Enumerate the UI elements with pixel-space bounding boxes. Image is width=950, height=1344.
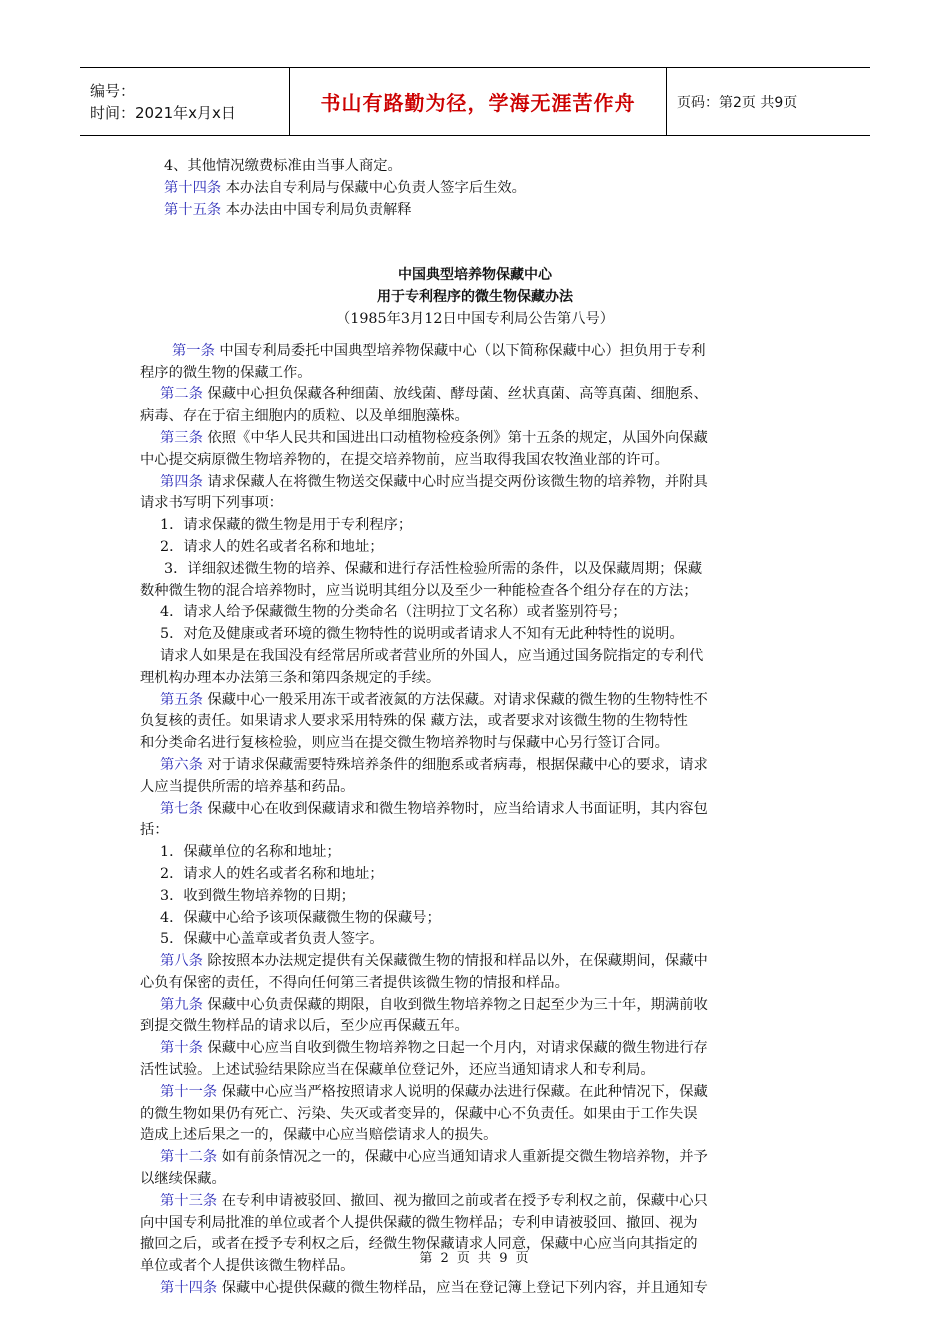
line-text: 本办法自专利局与保藏中心负责人签字后生效。	[221, 179, 526, 196]
text-line	[140, 820, 810, 842]
line-text: 和分类命名进行复核检验，则应当在提交微生物培养物时与保藏中心另行签订合同。	[140, 735, 669, 752]
line-text: 保藏中心负责保藏的期限，自收到微生物培养物之日起至少为三十年，期满前收	[202, 996, 708, 1013]
article-number: 第四条	[160, 473, 203, 490]
line-text: 程序的微生物的保藏工作。	[140, 364, 312, 381]
text-line	[140, 951, 810, 973]
line-text: 保藏中心应当严格按照请求人说明的保藏办法进行保藏。在此种情况下，保藏	[217, 1083, 708, 1100]
text-line	[140, 363, 810, 385]
article-number: 第三条	[160, 429, 203, 446]
line-text: 病毒、存在于宿主细胞内的质粒、以及单细胞藻株。	[140, 408, 469, 425]
line-text: 负复核的责任。如果请求人要求采用特殊的保 藏方法，或者要求对该微生物的生物特性	[140, 713, 688, 730]
text-line	[140, 1169, 810, 1191]
serial-label: 编号：	[90, 81, 136, 100]
line-text: 对于请求保藏需要特殊培养条件的细胞系或者病毒，根据保藏中心的要求，请求	[202, 756, 708, 773]
line-text: 请求书写明下列事项：	[140, 495, 283, 512]
text-line	[140, 581, 810, 603]
article-number: 第十四条	[160, 1280, 218, 1297]
text-line	[140, 777, 810, 799]
text-line	[140, 1082, 810, 1104]
text-line	[140, 668, 810, 690]
line-text: 4．请求人给予保藏微生物的分类命名（注明拉丁文名称）或者鉴别符号；	[160, 604, 627, 621]
text-line	[140, 1104, 810, 1126]
line-text: 单位或者个人提供该微生物样品。	[140, 1258, 355, 1275]
article-number: 第九条	[160, 996, 203, 1013]
text-line	[140, 384, 810, 406]
line-text: 3．收到微生物培养物的日期；	[160, 887, 355, 904]
line-text: 心负有保密的责任，不得向任何第三者提供该微生物的情报和样品。	[140, 974, 569, 991]
document-body	[140, 156, 810, 1300]
article-number: 第二条	[160, 386, 203, 403]
line-text: 活性试验。上述试验结果除应当在保藏单位登记外，还应当通知请求人和专利局。	[140, 1062, 655, 1079]
line-text: 在专利申请被驳回、撤回、视为撤回之前或者在授予专利权之前，保藏中心只	[217, 1192, 708, 1209]
article-number: 第十三条	[160, 1192, 218, 1209]
line-text: 本办法由中国专利局负责解释	[221, 201, 412, 218]
line-text: 到提交微生物样品的请求以后，至少应再保藏五年。	[140, 1018, 469, 1035]
article-number: 第七条	[160, 800, 203, 817]
text-line	[140, 1016, 810, 1038]
header-meta	[80, 68, 290, 136]
text-line	[140, 1191, 810, 1213]
line-text: 撤回之后，或者在授予专利权之后，经微生物保藏请求人同意，保藏中心应当向其指定的	[140, 1236, 698, 1253]
line-text: 如有前条情况之一的，保藏中心应当通知请求人重新提交微生物培养物，并予	[217, 1149, 708, 1166]
text-line	[140, 1060, 810, 1082]
line-text: 依照《中华人民共和国进出口动植物检疫条例》第十五条的规定，从国外向保藏	[202, 429, 708, 446]
line-text: 中心提交病原微生物培养物的，在提交培养物前，应当取得我国农牧渔业部的许可。	[140, 451, 669, 468]
line-text: 4．保藏中心给予该项保藏微生物的保藏号；	[160, 909, 441, 926]
text-line	[140, 690, 810, 712]
article-number: 第一条	[172, 342, 215, 359]
body-lines	[140, 341, 810, 1300]
line-text: 保藏中心在收到保藏请求和微生物培养物时，应当给请求人书面证明，其内容包	[202, 800, 708, 817]
line-text: 2．请求人的姓名或者名称和地址；	[160, 538, 384, 555]
line-text: 保藏中心担负保藏各种细菌、放线菌、酵母菌、丝状真菌、高等真菌、细胞系、	[202, 386, 708, 403]
article-number: 第五条	[160, 691, 203, 708]
text-line	[140, 755, 810, 777]
text-line	[140, 886, 810, 908]
page-footer: 第 2 页 共 9 页	[419, 1251, 531, 1266]
text-line	[140, 156, 810, 178]
text-line	[140, 1213, 810, 1235]
text-line	[140, 929, 810, 951]
article-number: 第十一条	[160, 1083, 218, 1100]
document-title-2: 用于专利程序的微生物保藏办法	[377, 289, 573, 306]
line-text: 中国专利局委托中国典型培养物保藏中心（以下简称保藏中心）担负用于专利	[214, 342, 706, 359]
top-lines	[140, 156, 810, 221]
line-text: 请求人如果是在我国没有经常居所或者营业所的外国人，应当通过国务院指定的专利代	[160, 647, 704, 664]
line-text: 括：	[140, 822, 169, 839]
text-line	[140, 799, 810, 821]
line-text: 理机构办理本办法第三条和第四条规定的手续。	[140, 669, 441, 686]
line-text: 1．请求保藏的微生物是用于专利程序；	[160, 517, 413, 534]
document-title-1: 中国典型培养物保藏中心	[398, 267, 552, 284]
document-subtitle: （1985年3月12日中国专利局公告第八号）	[335, 310, 615, 327]
text-line	[140, 995, 810, 1017]
line-text: 以继续保藏。	[140, 1171, 226, 1188]
line-text: 除按照本办法规定提供有关保藏微生物的情报和样品以外，在保藏期间，保藏中	[202, 953, 708, 970]
line-text: 的微生物如果仍有死亡、污染、失灭或者变异的，保藏中心不负责任。如果由于工作失误	[140, 1105, 698, 1122]
text-line	[140, 515, 810, 537]
page-header	[80, 67, 870, 136]
line-text: 2．请求人的姓名或者名称和地址；	[160, 865, 384, 882]
text-line	[140, 646, 810, 668]
text-line	[140, 908, 810, 930]
text-line	[140, 341, 810, 363]
text-line	[140, 200, 810, 222]
text-line	[140, 624, 810, 646]
line-text: 3．详细叙述微生物的培养、保藏和进行存活性检验所需的条件，以及保藏周期；保藏	[164, 560, 703, 577]
text-line	[140, 178, 810, 200]
article-number: 第十四条	[164, 179, 222, 196]
text-line	[140, 711, 810, 733]
text-line	[140, 842, 810, 864]
line-text: 请求保藏人在将微生物送交保藏中心时应当提交两份该微生物的培养物，并附具	[202, 473, 708, 490]
text-line	[140, 406, 810, 428]
line-text: 5．对危及健康或者环境的微生物特性的说明或者请求人不知有无此种特性的说明。	[160, 626, 684, 643]
text-line	[140, 1147, 810, 1169]
line-text: 造成上述后果之一的，保藏中心应当赔偿请求人的损失。	[140, 1127, 498, 1144]
line-text: 保藏中心应当自收到微生物培养物之日起一个月内，对请求保藏的微生物进行存	[202, 1040, 708, 1057]
article-number: 第十二条	[160, 1149, 218, 1166]
line-text: 5．保藏中心盖章或者负责人签字。	[160, 931, 384, 948]
text-line	[140, 973, 810, 995]
header-page-number: 页码：第2页 共9页	[667, 68, 871, 136]
text-line	[140, 537, 810, 559]
line-text: 保藏中心一般采用冻干或者液氮的方法保藏。对请求保藏的微生物的生物特性不	[202, 691, 708, 708]
text-line	[140, 733, 810, 755]
article-number: 第十条	[160, 1040, 203, 1057]
text-line	[140, 1038, 810, 1060]
line-text: 数种微生物的混合培养物时，应当说明其组分以及至少一种能检查各个组分存在的方法；	[140, 582, 698, 599]
article-number: 第八条	[160, 953, 203, 970]
text-line	[140, 602, 810, 624]
article-number: 第十五条	[164, 201, 222, 218]
text-line	[140, 864, 810, 886]
header-motto: 书山有路勤为径，学海无涯苦作舟	[290, 68, 667, 136]
line-text: 1．保藏单位的名称和地址；	[160, 844, 341, 861]
text-line	[140, 1278, 810, 1300]
text-line	[140, 559, 810, 581]
text-line	[140, 428, 810, 450]
line-text: 人应当提供所需的培养基和药品。	[140, 778, 355, 795]
article-number: 第六条	[160, 756, 203, 773]
text-line	[140, 1125, 810, 1147]
text-line	[140, 472, 810, 494]
line-text: 向中国专利局批准的单位或者个人提供保藏的微生物样品；专利申请被驳回、撤回、视为	[140, 1214, 698, 1231]
text-line	[140, 493, 810, 515]
line-text: 保藏中心提供保藏的微生物样品，应当在登记簿上登记下列内容，并且通知专	[217, 1280, 708, 1297]
line-text: 4、其他情况缴费标准由当事人商定。	[164, 158, 402, 174]
time-label: 时间：2021年x月x日	[90, 103, 236, 122]
text-line	[140, 450, 810, 472]
